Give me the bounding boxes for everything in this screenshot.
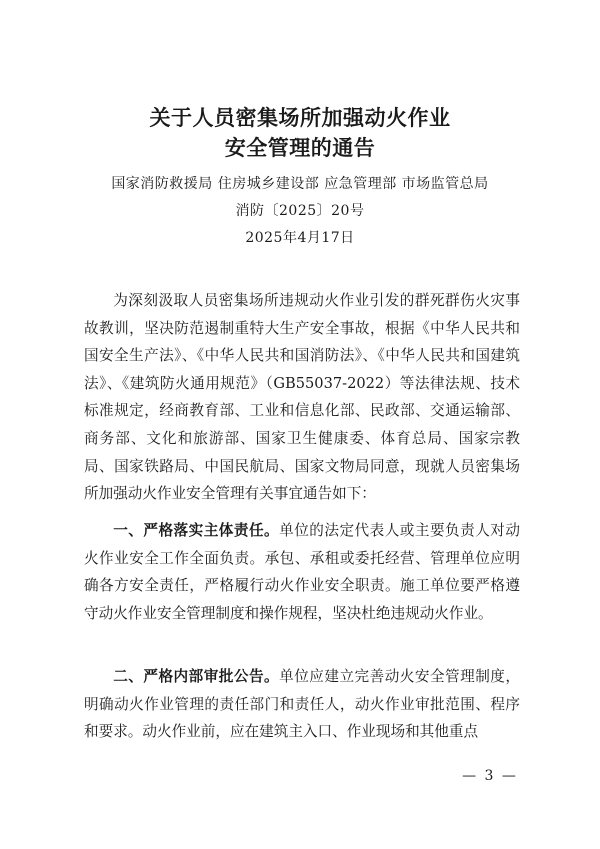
issuing-authorities: 国家消防救援局 住房城乡建设部 应急管理部 市场监管总局 [111,176,489,192]
intro-paragraph: 为深刻汲取人员密集场所违规动火作业引发的群死群伤火灾事故教训，坚决防范遏制重特大生产安全事故，根据《中华人民共和国安全生产法》、《中华人民共和国消防法》、《中华人民共和国建筑法》、《建筑防火通用规范》（GB55037-2022）等法律法规、技术标准规定，经商教育部、工业和信息化部、民政部、交通运输部、商务部、文化和旅游部、国家卫生健康委、体育总局、国家宗教局、国家铁路局、中国民航局、国家文物局同意，现就人员密集场所加强动火作业安全管理有关事宜通告如下： [84,292,520,503]
section-1-heading: 一、严格落实主体责任。 [113,522,280,539]
document-number: 消防〔2025〕20号 [235,203,365,219]
section-1-paragraph [84,517,520,627]
page-number: — 3 — [462,768,518,784]
section-2-paragraph [84,663,520,746]
document-title-line-2: 安全管理的通告 [224,135,376,160]
section-2-text: 单位应建立完善动火安全管理制度，明确动火作业管理的责任部门和责任人，动火作业审批范围、程序和要求。动火作业前，应在建筑主入口、作业现场和其他重点 [84,668,520,741]
section-1-text: 单位的法定代表人或主要负责人对动火作业安全工作全面负责。承包、承租或委托经营、管理单位应明确各方安全责任，严格履行动火作业安全职责。施工单位要严格遵守动火作业安全管理制度和操作规程，坚决杜绝违规动火作业。 [84,522,520,622]
document-title-line-1: 关于人员密集场所加强动火作业 [149,105,451,130]
section-2-heading: 二、严格内部审批公告。 [113,668,280,685]
document-date: 2025年4月17日 [245,230,355,246]
